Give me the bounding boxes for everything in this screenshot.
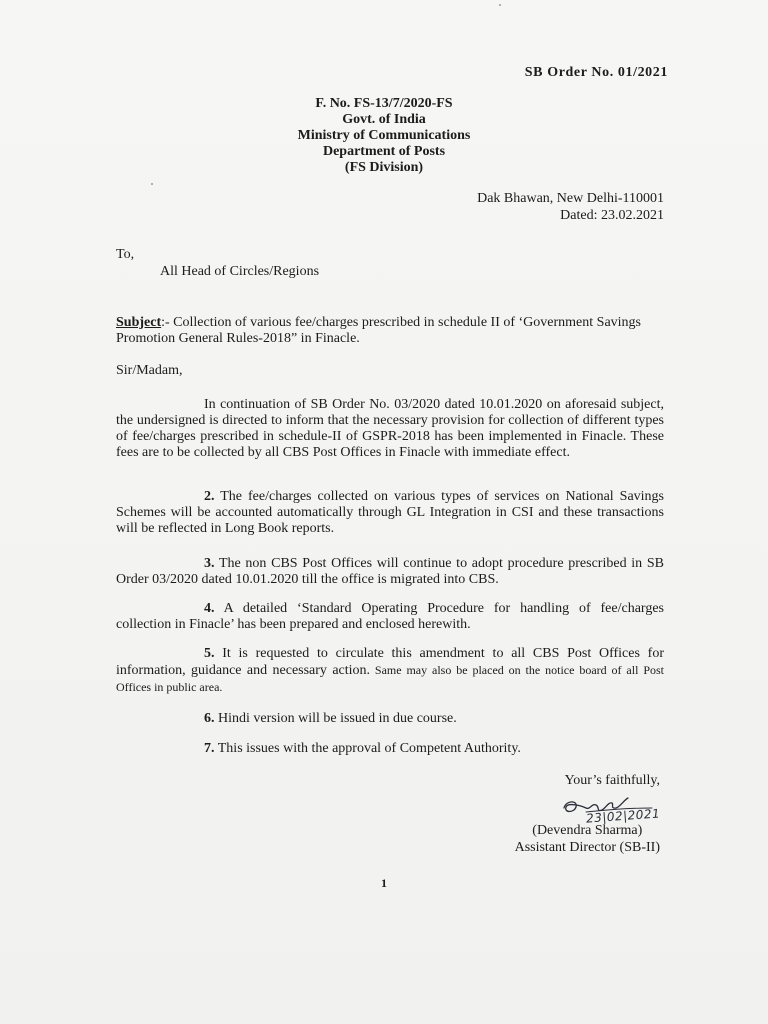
- file-number: F. No. FS-13/7/2020-FS: [315, 96, 453, 111]
- paragraph-5: [116, 646, 664, 696]
- scan-speck: [151, 183, 153, 185]
- date-line: Dated: 23.02.2021: [560, 208, 664, 223]
- department-line: Department of Posts: [322, 144, 446, 159]
- signatory-block: [515, 822, 660, 856]
- address-block: [477, 190, 664, 224]
- paragraph-text: The non CBS Post Offices will continue to adopt procedure prescribed in SB Order 03/2020 dated 10.01.2020 till the office is migrated into CBS.: [116, 556, 664, 587]
- paragraph-4: [116, 601, 664, 633]
- paragraph-number: 6.: [204, 711, 215, 726]
- subject-label: Subject: [116, 315, 162, 330]
- signatory-designation: Assistant Director (SB-II): [514, 840, 660, 855]
- subject-line: [116, 315, 664, 347]
- signature-date: 23|02|2021: [585, 806, 661, 826]
- salutation: Sir/Madam,: [116, 363, 183, 378]
- paragraph-text: It is requested to circulate this amendment to all CBS Post Offices for information, guidance and necessary action.: [116, 646, 664, 678]
- paragraph-6: [116, 711, 664, 727]
- paragraph-text-small: Same may also be placed on the notice board of all Post Offices in public area.: [116, 663, 664, 694]
- closing: Your’s faithfully,: [564, 773, 660, 788]
- letterhead: [0, 96, 768, 176]
- to-label: To,: [116, 247, 135, 262]
- paragraph-number: 4.: [204, 601, 215, 616]
- ministry-line: Ministry of Communications: [297, 128, 471, 143]
- paragraph-text: Hindi version will be issued in due course.: [214, 711, 457, 726]
- addressee: All Head of Circles/Regions: [160, 264, 320, 279]
- subject-text: :- Collection of various fee/charges prescribed in schedule II of ‘Government Savings Promotion General Rules-2018” in Finacle.: [116, 315, 641, 346]
- paragraph-3: [116, 556, 664, 588]
- paragraph-number: 2.: [204, 489, 215, 504]
- order-number: SB Order No. 01/2021: [524, 65, 668, 80]
- paragraph-text: The fee/charges collected on various types of services on National Savings Schemes will be accounted automatically through GL Integration in CSI and these transactions will be reflected in Long Book reports.: [116, 489, 664, 536]
- paragraph-text: A detailed ‘Standard Operating Procedure for handling of fee/charges collection in Finacle’ has been prepared and enclosed herewith.: [116, 601, 664, 632]
- page-number: 1: [381, 876, 387, 890]
- division-line: (FS Division): [344, 160, 424, 175]
- paragraph-1: In continuation of SB Order No. 03/2020 dated 10.01.2020 on aforesaid subject, the undersigned is directed to inform that the necessary provision for collection of different types of fee/charges prescribed in schedule-II of GSPR-2018 has been implemented in Finacle. These fees are to be collected by all CBS Post Offices in Finacle with immediate effect.: [116, 397, 664, 460]
- paragraph-number: 3.: [204, 556, 215, 571]
- paragraph-text: This issues with the approval of Competent Authority.: [214, 741, 521, 756]
- scan-speck: [499, 4, 501, 6]
- govt-line: Govt. of India: [342, 112, 426, 127]
- paragraph-2: [116, 489, 664, 537]
- paragraph-number: 5.: [204, 646, 215, 661]
- paragraph-number: 7.: [204, 741, 215, 756]
- signatory-name: (Devendra Sharma): [532, 823, 643, 838]
- office-address: Dak Bhawan, New Delhi-110001: [477, 191, 664, 206]
- paragraph-7: [116, 741, 664, 757]
